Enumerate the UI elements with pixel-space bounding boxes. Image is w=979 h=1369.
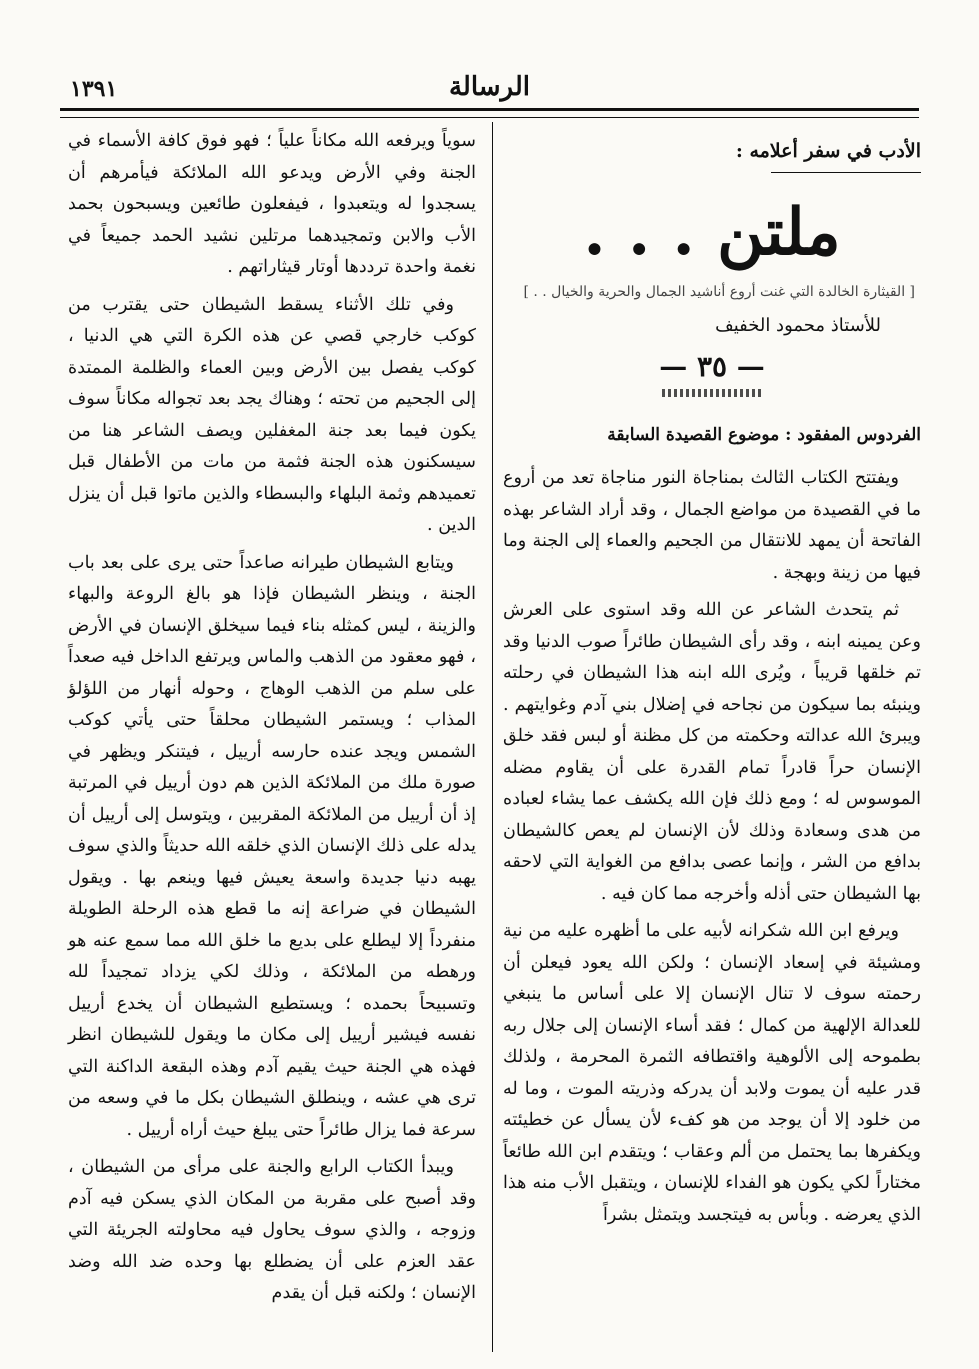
section-rule xyxy=(771,172,921,173)
left-column xyxy=(68,126,476,1316)
part-number: — ٣٥ — xyxy=(659,350,765,383)
sub-heading: الفردوس المفقود : موضوع القصيدة السابقة xyxy=(607,425,921,445)
paragraph: وفي تلك الأثناء يسقط الشيطان حتى يقترب من كوكب خارجي قصي عن هذه الكرة التي هي الدنيا ، كوكب يفصل بين الأرض وبين العماء والظلمة الممتدة إلى الجحيم من تحته ؛ وهناك يجد بعد تجواله مكاناً سوف يكون فيما بعد جنة المغفلين ويصف الشاعر هنا من سيسكنون هذه الجنة فثمة من مات من الأطفال قبل تعميدهم وثمة البلهاء والبسطاء والذين ماتوا قبل أن ينزل الدين . xyxy=(68,294,476,535)
article-author: للأستاذ محمود الخفيف xyxy=(715,315,881,336)
article-title: ملتن . . . xyxy=(583,195,841,270)
paragraph: ويبدأ الكتاب الرابع والجنة على مرأى من الشيطان ، وقد أصبح على مقربة من المكان الذي يسكن فيه آدم وزوجه ، والذي سوف يحاول فيه محاولته الجريئة التي عقد العزم على أن يضطلع بها وحده ضد الله وضد الإنسان ؛ ولكنه قبل أن يقدم xyxy=(68,1157,476,1303)
right-column xyxy=(503,126,921,1237)
paragraph: ويتابع الشيطان طيرانه صاعداً حتى يرى على بعد باب الجنة ، وينظر الشيطان فإذا هو بالغ الروعة والبهاء والزينة ، ليس كمثله بناء فيما سيخلق الإنسان في الأرض ، فهو معقود من الذهب والماس ويرتفع الداخل فيه صعداً على سلم من الذهب الوهاج ، وحوله أنهار من اللؤلؤ المذاب ؛ ويستمر الشيطان محلقاً حتى يأتي كوكب الشمس ويجد عنده حارسه أرييل ، فيتنكر ويظهر في صورة ملك من الملائكة الذين هم دون أرييل في المرتبة إذ أن أرييل من الملائكة المقربين ، ويتوسل إلى أرييل أن يدله على ذلك الإنسان الذي خلقه الله حديثاً والذي سوف يهبه دنيا جديدة واسعة يعيش فيها وينعم بها . ويقول الشيطان في ضراعة إنه ما قطع هذه الرحلة الطويلة منفرداً إلا ليطلع على بديع ما خلق الله مما سمع عنه هو ورهطه من الملائكة ، وذلك لكي يزداد تمجيداً لله وتسبيحاً بحمده ؛ ويستطيع الشيطان أن يخدع أرييل نفسه فيشير أرييل إلى مكان ما ويقول للشيطان انظر فهذه هي الجنة حيث يقيم آدم وهذه البقعة الداكنة التي ترى هي عشه ، وينطلق الشيطان بكل ما في وسعه من سرعة فما يزال طائراً حتى يبلغ حيث أراه أرييل . xyxy=(68,552,476,1140)
page-header xyxy=(60,68,919,108)
paragraph: سوياً ويرفعه الله مكاناً علياً ؛ فهو فوق كافة الأسماء في الجنة وفي الأرض ويدعو الله الملائكة فيأمرهم أن يسجدوا له ويتعبدوا ، فيفعلون طائعين ويسبحون بحمد الأب والابن وتمجيدهما مرتلين نشيد الحمد جميعاً في نغمة واحدة ترددها أوتار قيثاراتهم . xyxy=(68,131,476,277)
magazine-title: الرسالة xyxy=(448,72,531,102)
column-divider xyxy=(492,122,493,1352)
article-subtitle: [ القيثارة الخالدة التي غنت أروع أناشيد الجمال والحرية والخيال . . ] xyxy=(523,284,915,300)
paragraph: ثم يتحدث الشاعر عن الله وقد استوى على العرش وعن يمينه ابنه ، وقد رأى الشيطان طائراً صوب الدنيا وقد تم خلقها قريباً ، ويُرى الله ابنه هذا الشيطان في رحلته وينبئه بما سيكون من نجاحه في إضلال بني آدم وغوايتهم . ويبرئ الله عدالته وحكمته من كل مظنة أو لبس فقد خلق الإنسان حراً قادراً تمام القدرة على أن يقاوم مضله الموسوس له ؛ ومع ذلك فإن الله يكشف عما يشاء لعباده من هدى وسعادة وذلك لأن الإنسان لم يعص كالشيطان بدافع من الشر ، وإنما عصى بدافع من الغواية التي لاحقه بها الشيطان حتى أذله وأخرجه مما كان فيه . xyxy=(503,600,921,904)
paragraph: ويرفع ابن الله شكرانه لأبيه على ما أظهره عليه من نية ومشيئة في إسعاد الإنسان ؛ ولكن الله يعود فيعلن أن رحمته سوف لا تنال الإنسان إلا على أساس ما ينبغي للعدالة الإلهية من كمال ؛ فقد أساء الإنسان إلى جلال ربه بطموحه إلى الألوهية واقتطافه الثمرة المحرمة ، ولذلك قدر عليه أن يموت ولابد أن يدركه وذريته الموت ، وما له من خلود إلا أن يوجد من هو كفء لأن يسأل عن خطيئته ويكفرها بما يحتمل من ألم وعقاب ؛ ويتقدم ابن الله طائعاً مختاراً لكي يكون هو الفداء للإنسان ، ويتقبل الأب منه هذا الذي يعرضه . وبأس به فيتجسد ويتمثل بشراً xyxy=(503,921,921,1225)
section-label: الأدب في سفر أعلامه : xyxy=(735,140,921,162)
page-number: ١٣٩١ xyxy=(70,76,118,102)
paragraph: ويفتتح الكتاب الثالث بمناجاة النور مناجاة تعد من أروع ما في القصيدة من مواضع الجمال ، وقد أراد الشاعر بهذه الفاتحة أن يمهد للانتقال من الجحيم والعماء إلى الجنة وما فيها من زينة وبهجة . xyxy=(503,468,921,583)
ornament-divider xyxy=(662,389,762,397)
header-rule xyxy=(60,108,919,118)
